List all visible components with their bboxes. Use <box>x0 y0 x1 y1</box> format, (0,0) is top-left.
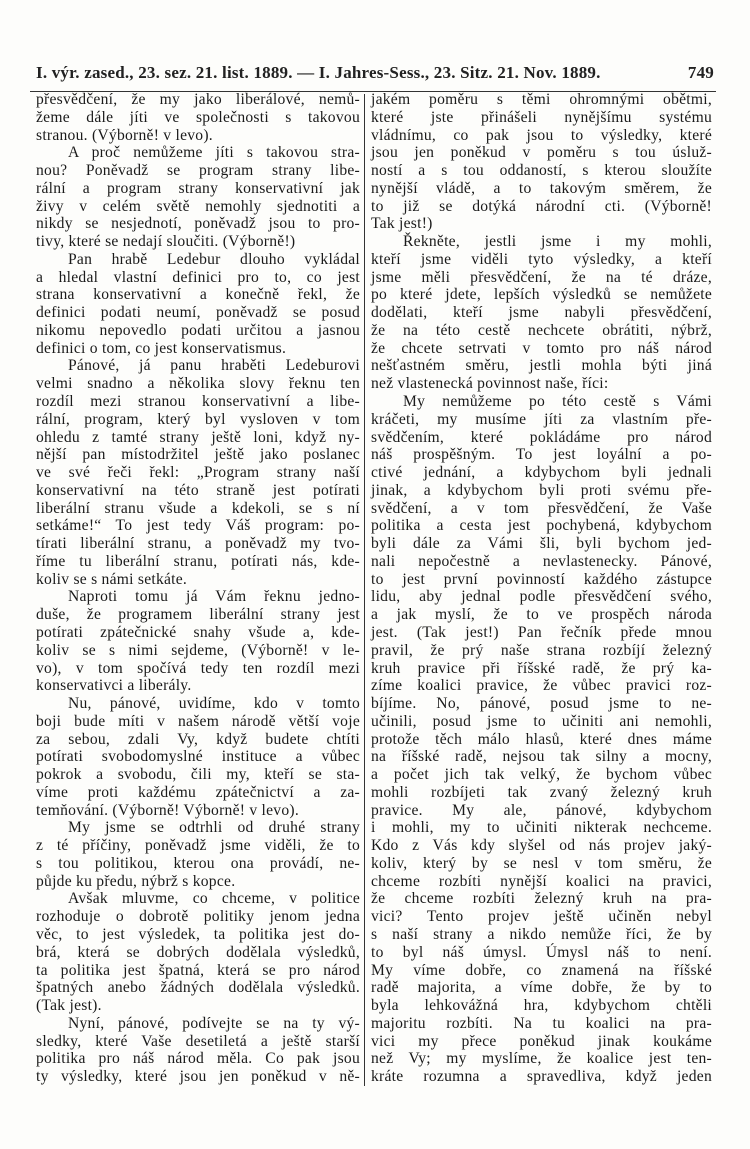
header-session-info: I. výr. zased., 23. sez. 21. list. 1889. — I. Jahres-Sess., 23. Sitz. 21. Nov. 1889. <box>36 63 601 82</box>
text-line: definici o tom, co jest konservatismus. <box>36 339 287 357</box>
text-line: to již se dotýká národní cti. (Výborně! <box>371 197 712 215</box>
text-line: jinak, a kdybychom byli proti svému pře- <box>371 481 712 499</box>
text-line: tírati liberální stranu, a poněvadž my tvo- <box>36 535 360 553</box>
text-line: nější pan místodržitel ještě jako poslanec <box>36 446 360 464</box>
text-line: věc, to jest výsledek, ta politika jest do- <box>36 925 360 943</box>
text-line: nešťastném směru, jestli mohla býti jiná <box>371 357 712 375</box>
text-line: radě majorita, a víme dobře, že by to <box>371 979 712 997</box>
text-line: to byl náš úmysl. Úmysl náš to není. <box>371 943 712 961</box>
text-line: potírati svobodomyslné instituce a vůbec <box>36 748 360 766</box>
text-line: nynější vládě, a to takovým směrem, že <box>371 179 712 197</box>
text-line: vo), v tom spočívá tedy ten rozdíl mezi <box>36 659 360 677</box>
text-line: definici podati neumí, poněvadž se posud <box>36 304 360 322</box>
text-line: protože těch málo hlasů, které dnes máme <box>371 730 712 748</box>
text-line: A proč nemůžeme jíti s takovou stra- <box>68 144 360 162</box>
paragraph <box>36 819 360 890</box>
text-line: My nemůžeme po této cestě s Vámi <box>403 393 712 411</box>
text-line: sledky, které Vaše desetiletá a ještě starší <box>36 1032 360 1050</box>
paragraph <box>371 393 712 1086</box>
text-line: jest. (Tak jest!) Pan řečník přede mnou <box>371 623 712 641</box>
text-line: to jest první povinností každého zástupce <box>371 570 712 588</box>
text-line: brá, která se dobrých dodělala výsledků, <box>36 943 360 961</box>
text-line: Pánové, já panu hraběti Ledeburovi <box>68 357 360 375</box>
right-column <box>371 91 712 1086</box>
text-line: Kdo z Vás kdy slyšel od nás projev jaký- <box>371 837 712 855</box>
text-line: (Tak jest). <box>36 997 102 1015</box>
paragraph <box>36 588 360 695</box>
text-line: ve své řeči řekl: „Program strany naší <box>36 464 360 482</box>
text-line: i mohli, my to učiniti nikterak nechceme. <box>371 819 712 837</box>
text-line: boji bude míti v našem národě větší voje <box>36 712 360 730</box>
text-line: s naší strany a nikdo nemůže říci, že by <box>371 925 712 943</box>
text-line: a hledal vlastní definici pro to, co jest <box>36 268 360 286</box>
text-line: učinili, posud jsme to učiniti ani nemohli, <box>371 712 712 730</box>
paragraph <box>36 890 360 1014</box>
text-line: živy v celém světě nemohly sjednotiti a <box>36 197 360 215</box>
text-line: že na této cestě nechcete obrátiti, nýbrž, <box>371 321 712 339</box>
text-line: My jsme se odtrhli od druhé strany <box>68 819 360 837</box>
text-line: na říšské radě, nejsou tak silny a mocny, <box>371 748 712 766</box>
text-line: ohledu z tamté strany ještě loni, když ny- <box>36 428 360 446</box>
text-line: byli dále za Vámi šli, byli bychom jed- <box>371 535 712 553</box>
text-line: setkáme!“ To jest tedy Váš program: po- <box>36 517 360 535</box>
text-line: s tou politikou, kterou ona provádí, ne- <box>36 854 360 872</box>
text-line: konservativní na této straně jest potírati <box>36 481 360 499</box>
text-line: přesvědčení, že my jako liberálové, nemů- <box>36 91 360 108</box>
text-line: Tak jest!) <box>371 215 433 233</box>
text-line: vici my přece poněkud jinak koukáme <box>371 1032 712 1050</box>
text-line: a počet jich tak velký, že bychom vůbec <box>371 766 712 784</box>
text-line: které jste přinášeli nynějšímu systému <box>371 108 712 126</box>
text-line: svědčením, které pokládáme pro národ <box>371 428 712 446</box>
text-line: špatných anebo žádných dodělala výsledků. <box>36 979 360 997</box>
paragraph <box>36 695 360 819</box>
text-line: temňování. (Výborně! Výborně! v levo). <box>36 801 299 819</box>
paragraph <box>36 357 360 588</box>
text-line: ty výsledky, které jsou jen poněkud v ně- <box>36 1068 360 1086</box>
paragraph <box>371 91 712 233</box>
text-line: mohli rozbíjeti tak zvaný železný kruh <box>371 783 712 801</box>
text-line: konservativci a liberály. <box>36 677 192 695</box>
text-line: koliv se s nimi sejdeme, (Výborně! v le- <box>36 641 360 659</box>
text-line: ta politika jest špatná, která se pro národ <box>36 961 360 979</box>
text-line: ctivé jednání, a kdybychom byli jednali <box>371 464 712 482</box>
text-line: kruh pravice při říšské radě, že prý ka- <box>371 659 712 677</box>
text-line: Naproti tomu já Vám řeknu jedno- <box>68 588 360 606</box>
text-line: a jak myslí, že to ve prospěch národa <box>371 606 712 624</box>
text-line: jsme měli přesvědčení, že na té dráze, <box>371 268 712 286</box>
text-line: duše, že programem liberální strany jest <box>36 606 360 624</box>
running-header <box>36 63 714 87</box>
text-line: liberální stranu všude a kdekoli, se s ní <box>36 499 360 517</box>
text-line: pokrok a svobodu, čili my, kteří se sta- <box>36 766 360 784</box>
text-line: bíjíme. No, pánové, posud jsme to ne- <box>371 695 712 713</box>
text-line: koliv, který by se nesl v tom směru, že <box>371 854 712 872</box>
text-line: ností a s tou oddaností, s kterou sloužíte <box>371 162 712 180</box>
paragraph <box>36 91 360 144</box>
text-line: že chceme rozbíti železný kruh na pra- <box>371 890 712 908</box>
text-line: vládnímu, co pak jsou to výsledky, které <box>371 126 712 144</box>
text-line: než Vy; my myslíme, že koalice jest ten- <box>371 1050 712 1068</box>
text-line: rální a program strany konservativní jak <box>36 179 360 197</box>
text-line: víme proti každému zpátečnictví a za- <box>36 783 360 801</box>
text-line: jsou jen poněkud v poměru s tou úsluž- <box>371 144 712 162</box>
text-line: politika a cesta jest pochybená, kdybychom <box>371 517 712 535</box>
text-line: nikomu nepovedlo podati určitou a jasnou <box>36 321 360 339</box>
text-line: žeme dále jíti ve společnosti s takovou <box>36 108 360 126</box>
text-line: politika pro náš národ měla. Co pak jsou <box>36 1050 360 1068</box>
text-line: dodělati, kteří jsme nabyli přesvědčení, <box>371 304 712 322</box>
text-line: že chcete setrvati v tomto pro náš národ <box>371 339 712 357</box>
text-line: potírati zpátečnické snahy všude a, kde- <box>36 623 360 641</box>
text-line: byla lehkovážná hra, kdybychom chtěli <box>371 997 712 1015</box>
text-line: vici? Tento projev ještě učiněn nebyl <box>371 908 712 926</box>
paragraph <box>36 1015 360 1086</box>
text-line: nou? Poněvadž se program strany libe- <box>36 162 360 180</box>
text-line: po které jdete, lepších výsledků se nemůžete <box>371 286 712 304</box>
text-line: stranou. (Výborně! v levo). <box>36 126 213 144</box>
text-line: nikdy se nesjednotí, poněvadž jsou to pro- <box>36 215 360 233</box>
text-line: jakém poměru s těmi ohromnými obětmi, <box>371 91 712 108</box>
text-line: velmi snadno a několika slovy řeknu ten <box>36 375 360 393</box>
left-column <box>36 91 360 1086</box>
text-line: kráte rozumna a spravedliva, když jeden <box>371 1068 712 1086</box>
text-line: zíme koalici pravice, že vůbec pravici roz- <box>371 677 712 695</box>
text-line: svědčení, a v tom přesvědčení, že Vaše <box>371 499 712 517</box>
text-line: náš prospěšným. To jest loyální a po- <box>371 446 712 464</box>
text-line: lidu, aby jednal podle přesvědčení svého, <box>371 588 712 606</box>
text-line: rozdíl mezi stranou konservativní a libe- <box>36 393 360 411</box>
paragraph <box>371 233 712 393</box>
text-line: Nu, pánové, uvidíme, kdo v tomto <box>68 695 360 713</box>
text-line: kráčeti, my musíme jíti za vlastním pře- <box>371 410 712 428</box>
text-line: za sebou, zdali Vy, když budete chtíti <box>36 730 360 748</box>
text-line: chceme rozbíti nynější koalici na pravici, <box>371 872 712 890</box>
column-divider <box>364 94 365 1086</box>
text-line: strana konservativní a konečně řekl, že <box>36 286 360 304</box>
paragraph <box>36 144 360 251</box>
text-line: Nyní, pánové, podívejte se na ty vý- <box>68 1014 360 1032</box>
text-line: pravil, že prý naše strana rozbíjí železný <box>371 641 712 659</box>
text-line: z té příčiny, poněvadž jsme viděli, že to <box>36 837 360 855</box>
text-line: koliv se s námi setkáte. <box>36 570 188 588</box>
text-line: rální, program, který byl vysloven v tom <box>36 410 360 428</box>
page-number: 749 <box>687 63 714 82</box>
paragraph <box>36 251 360 358</box>
text-line: majoritu rozbíti. Na tu koalici na pra- <box>371 1014 712 1032</box>
text-line: rozhoduje o dobrotě politiky jenom jedna <box>36 908 360 926</box>
text-line: tivy, které se nedají sloučiti. (Výborně!) <box>36 233 296 251</box>
text-line: půjde ku předu, nýbrž s kopce. <box>36 872 236 890</box>
text-line: Avšak mluvme, co chceme, v politice <box>68 890 360 908</box>
text-line: Pan hrabě Ledebur dlouho vykládal <box>68 250 360 268</box>
text-line: než vlastenecká povinnost naše, říci: <box>371 375 609 393</box>
text-line: nali nepočestně a nevlastenecky. Pánové, <box>371 552 712 570</box>
text-line: kteří jsme viděli tyto výsledky, a kteří <box>371 250 712 268</box>
text-line: Řekněte, jestli jsme i my mohli, <box>403 233 712 251</box>
text-line: říme tu liberální stranu, potírati nás, kde- <box>36 552 360 570</box>
text-line: My víme dobře, co znamená na říšské <box>371 961 712 979</box>
text-line: pravice. My ale, pánové, kdybychom <box>371 801 712 819</box>
